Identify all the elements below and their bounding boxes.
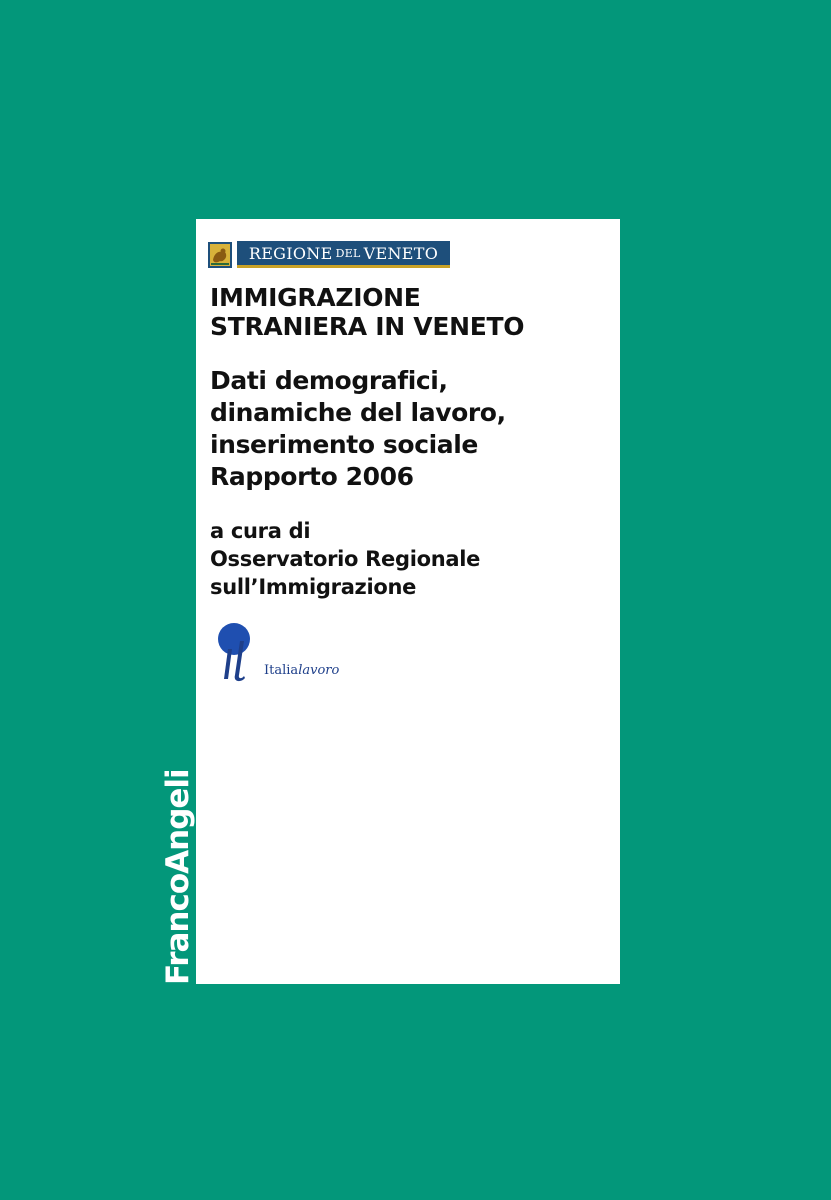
publisher-name: FrancoAngeli [160, 769, 196, 985]
book-title [210, 283, 524, 341]
editor-line-1: a cura di [210, 519, 311, 543]
book-subtitle [210, 365, 506, 493]
cover-panel [196, 219, 620, 984]
subtitle-line-1: Dati demografici, [210, 366, 448, 395]
editor-line-2: Osservatorio Regionale [210, 547, 481, 571]
regione-word: REGIONE [248, 243, 333, 263]
title-line-2: STRANIERA IN VENETO [210, 312, 525, 341]
veneto-word: VENETO [363, 243, 439, 263]
regione-banner [237, 241, 450, 268]
subtitle-line-4: Rapporto 2006 [210, 462, 414, 491]
regione-veneto-logo [208, 241, 450, 268]
subtitle-line-2: dinamiche del lavoro, [210, 398, 506, 427]
italialavoro-logo [218, 619, 358, 689]
lion-crest-icon [208, 242, 232, 268]
subtitle-line-3: inserimento sociale [210, 430, 478, 459]
title-line-1: IMMIGRAZIONE [210, 283, 421, 312]
editor-line-3: sull’Immigrazione [210, 575, 417, 599]
italialavoro-wordmark: Italialavoro [264, 663, 340, 678]
del-word: DEL [335, 246, 361, 260]
editor-credit [210, 517, 480, 601]
italialavoro-mark-icon [218, 619, 278, 689]
